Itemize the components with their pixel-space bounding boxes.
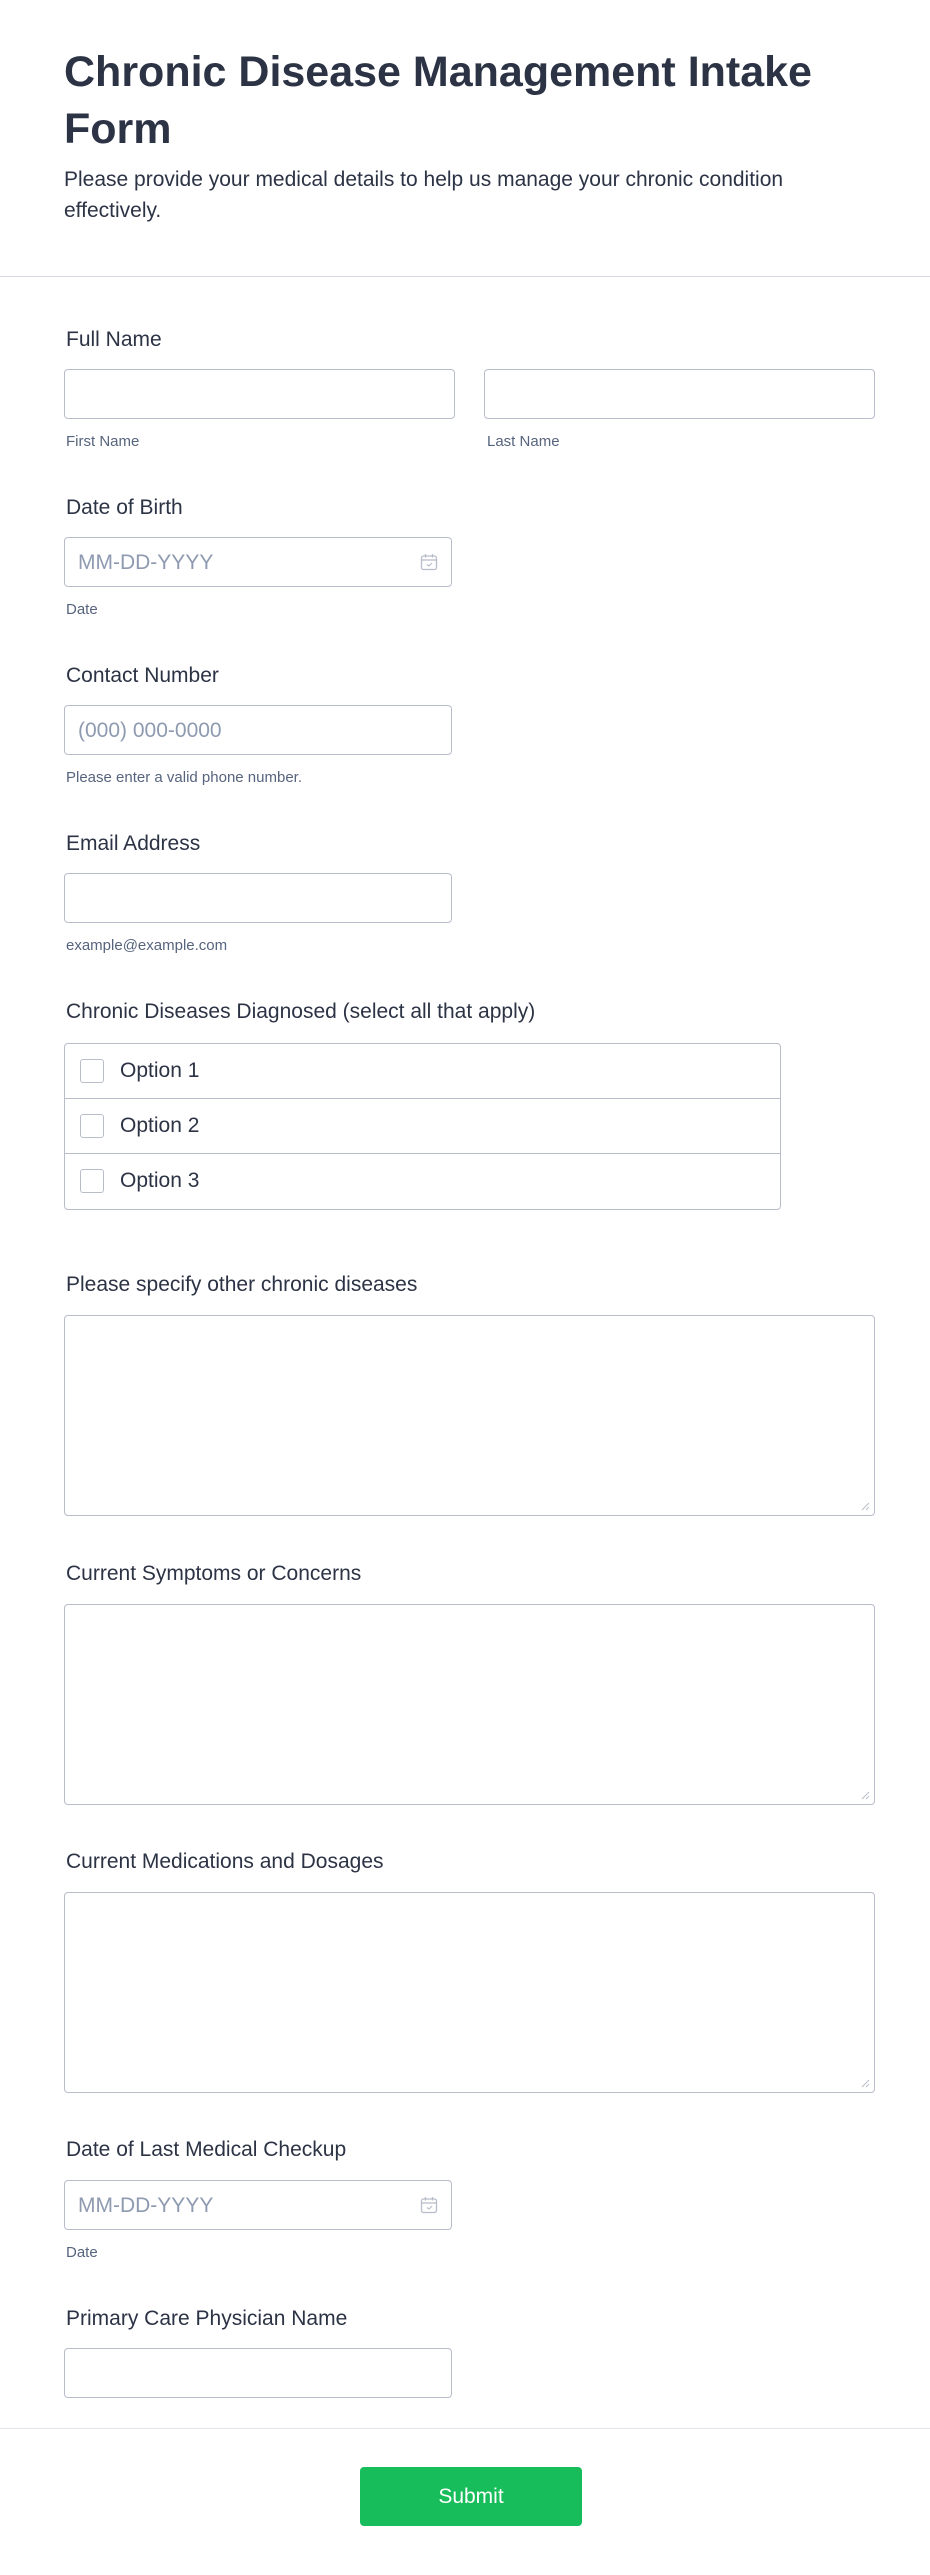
- symptoms-label: Current Symptoms or Concerns: [66, 1562, 362, 1585]
- checkbox[interactable]: [80, 1114, 104, 1138]
- physician-label: Primary Care Physician Name: [66, 2307, 348, 2330]
- resize-handle-icon[interactable]: [860, 1501, 870, 1511]
- email-label: Email Address: [66, 832, 201, 855]
- submit-button[interactable]: Submit: [360, 2467, 582, 2526]
- dob-sublabel: Date: [66, 601, 98, 618]
- first-name-sublabel: First Name: [66, 433, 140, 450]
- last-name-sublabel: Last Name: [487, 433, 560, 450]
- full-name-label: Full Name: [66, 328, 162, 351]
- physician-name-input[interactable]: [64, 2348, 452, 2398]
- last-name-input[interactable]: [484, 369, 875, 419]
- dob-placeholder: MM-DD-YYYY: [78, 551, 214, 574]
- checkbox-option[interactable]: [65, 1154, 780, 1209]
- checkbox-label[interactable]: Option 2: [120, 1114, 200, 1137]
- email-input[interactable]: [64, 873, 452, 923]
- diseases-checkbox-group: [64, 1043, 781, 1210]
- email-sublabel: example@example.com: [66, 937, 228, 954]
- calendar-icon[interactable]: [420, 553, 438, 571]
- other-diseases-label: Please specify other chronic diseases: [66, 1273, 418, 1296]
- last-checkup-input[interactable]: [64, 2180, 452, 2230]
- last-checkup-label: Date of Last Medical Checkup: [66, 2138, 347, 2161]
- checkbox-label[interactable]: Option 1: [120, 1059, 200, 1082]
- diseases-label: Chronic Diseases Diagnosed (select all that apply): [66, 1000, 536, 1023]
- calendar-icon[interactable]: [420, 2196, 438, 2214]
- last-checkup-placeholder: MM-DD-YYYY: [78, 2194, 214, 2217]
- page-subtitle: Please provide your medical details to help us manage your chronic condition effectively.: [64, 168, 784, 222]
- checkbox[interactable]: [80, 1169, 104, 1193]
- checkbox[interactable]: [80, 1059, 104, 1083]
- dob-label: Date of Birth: [66, 496, 183, 519]
- contact-number-input[interactable]: [64, 705, 452, 755]
- medications-label: Current Medications and Dosages: [66, 1850, 384, 1873]
- checkbox-label[interactable]: Option 3: [120, 1169, 200, 1192]
- medications-textarea[interactable]: [64, 1892, 875, 2093]
- contact-sublabel: Please enter a valid phone number.: [66, 769, 302, 786]
- other-diseases-textarea[interactable]: [64, 1315, 875, 1516]
- resize-handle-icon[interactable]: [860, 2078, 870, 2088]
- last-checkup-sublabel: Date: [66, 2244, 98, 2261]
- first-name-input[interactable]: [64, 369, 455, 419]
- form-header: [0, 0, 930, 277]
- symptoms-textarea[interactable]: [64, 1604, 875, 1805]
- page-title: Chronic Disease Management Intake Form: [64, 48, 812, 153]
- checkbox-option[interactable]: [65, 1099, 780, 1154]
- contact-label: Contact Number: [66, 664, 219, 687]
- contact-placeholder: (000) 000-0000: [78, 719, 222, 742]
- form-footer: [0, 2428, 930, 2575]
- dob-input[interactable]: [64, 537, 452, 587]
- resize-handle-icon[interactable]: [860, 1790, 870, 1800]
- checkbox-option[interactable]: [65, 1044, 780, 1099]
